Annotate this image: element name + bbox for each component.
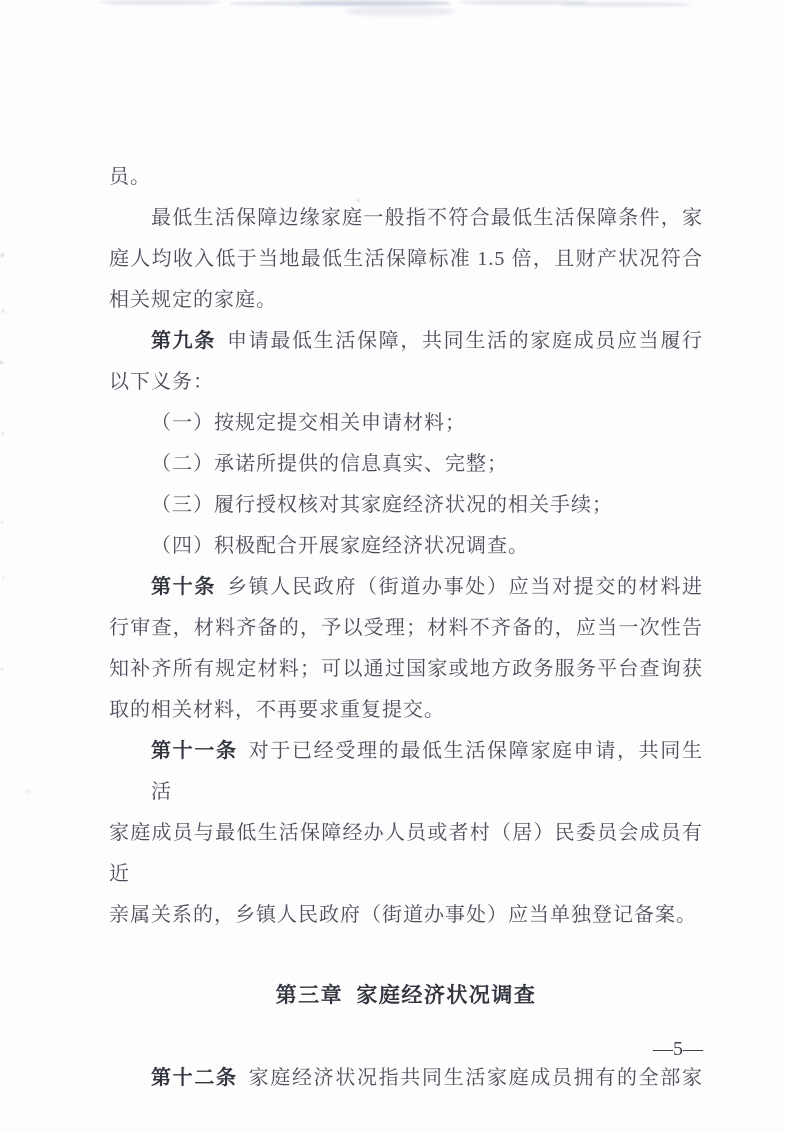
article-number: 第十一条 <box>151 740 238 762</box>
scan-speckle <box>25 790 30 793</box>
article-line: 知补齐所有规定材料；可以通过国家或地方政务服务平台查询获 <box>109 658 703 680</box>
paragraph-line: 相关规定的家庭。 <box>109 289 277 311</box>
scan-speckle <box>2 309 4 313</box>
scan-speckle <box>560 2 690 7</box>
scan-speckle <box>230 1 450 6</box>
article-line: 第十条 乡镇人民政府（街道办事处）应当对提交的材料进 <box>151 576 703 598</box>
list-item-line: （三）履行授权核对其家庭经济状况的相关手续； <box>151 494 613 516</box>
article-line: 第九条 申请最低生活保障，共同生活的家庭成员应当履行 <box>151 330 703 352</box>
article-line: 家庭成员与最低生活保障经办人员或者村（居）民委员会成员有近 <box>109 822 703 885</box>
article-line: 行审查，材料齐备的，予以受理；材料不齐备的，应当一次性告 <box>109 617 703 639</box>
list-item-line: （一）按规定提交相关申请材料； <box>151 412 466 434</box>
scan-speckle <box>1 253 4 257</box>
page-number: —5— <box>653 1038 703 1060</box>
scan-speckle <box>2 432 4 435</box>
list-item-line: （二）承诺所提供的信息真实、完整； <box>151 453 508 475</box>
article-line: 第十一条 对于已经受理的最低生活保障家庭申请，共同生活 <box>151 740 704 803</box>
paragraph-line: 庭人均收入低于当地最低生活保障标准 1.5 倍，且财产状况符合 <box>109 248 703 270</box>
article-number: 第九条 <box>151 330 216 352</box>
paragraph-line: 最低生活保障边缘家庭一般指不符合最低生活保障条件，家 <box>151 207 703 229</box>
article-line: 第十二条 家庭经济状况指共同生活家庭成员拥有的全部家 <box>151 1067 704 1089</box>
scan-speckle <box>1 521 3 524</box>
document-body <box>109 157 703 1099</box>
scan-speckle <box>345 7 455 16</box>
article-number: 第十条 <box>151 576 216 598</box>
article-line: 亲属关系的，乡镇人民政府（街道办事处）应当单独登记备案。 <box>109 904 697 926</box>
scan-speckle <box>2 577 4 579</box>
scan-speckle <box>300 0 450 6</box>
scan-speckle <box>460 0 590 5</box>
scan-speckle <box>1 668 3 671</box>
list-item-line: （四）积极配合开展家庭经济状况调查。 <box>151 535 529 557</box>
article-line: 以下义务： <box>109 371 214 393</box>
article-number: 第十二条 <box>151 1067 238 1089</box>
scan-speckle <box>100 0 220 5</box>
scan-speckle <box>0 361 3 364</box>
body-continuation-line: 员。 <box>109 166 151 188</box>
chapter-heading: 第三章 家庭经济状况调查 <box>275 984 537 1007</box>
article-line: 取的相关材料，不再要求重复提交。 <box>109 699 445 721</box>
